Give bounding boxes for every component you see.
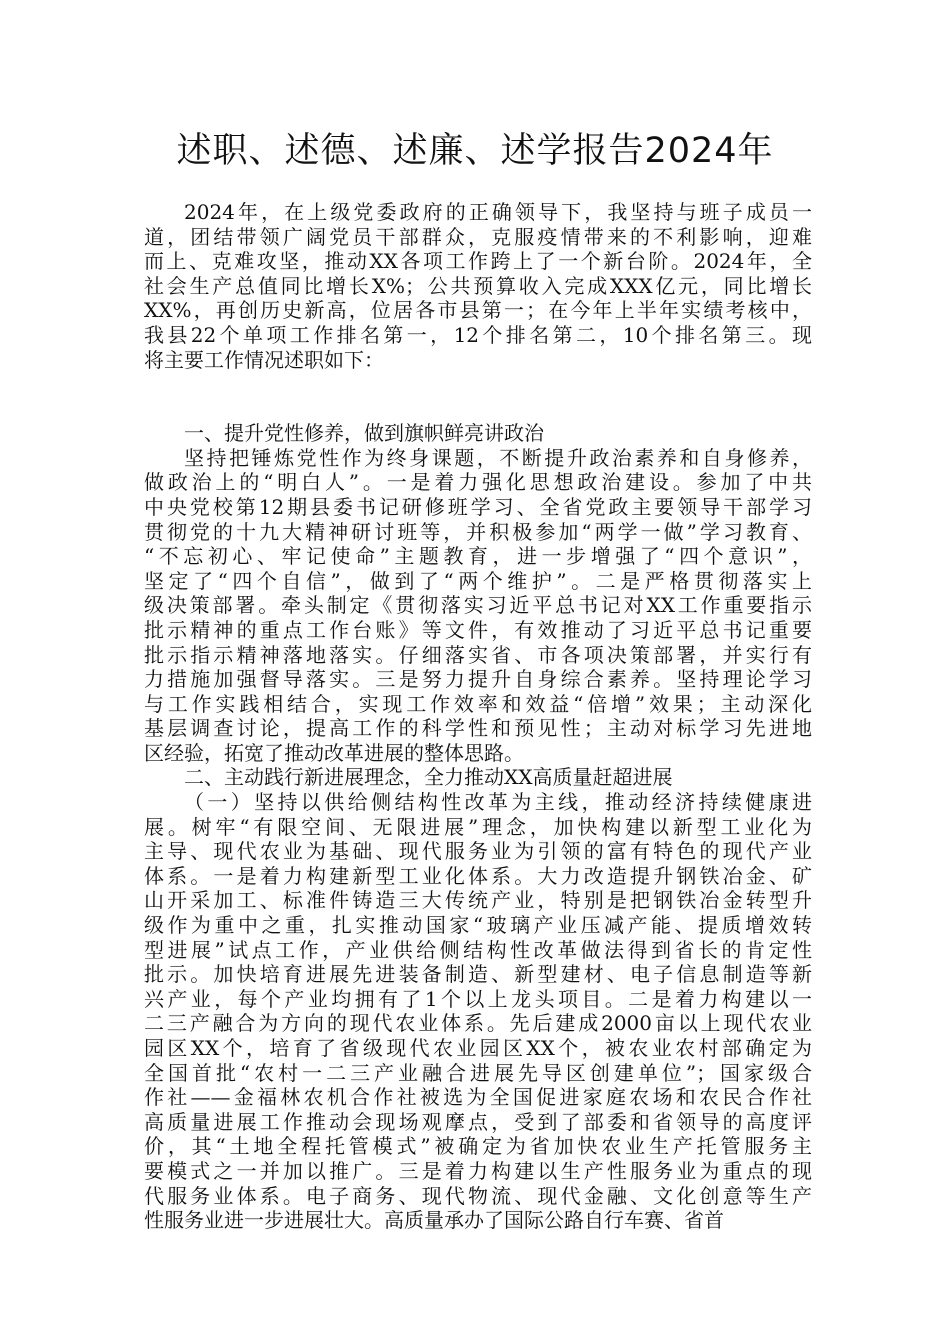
paragraph [144,790,812,1233]
document-title: 述职、述德、述廉、述学报告2024年 [176,131,774,171]
text-line: 二三产融合为方向的现代农业体系。先后建成2000亩以上现代农业 [144,1011,812,1036]
text-line: 中央党校第12期县委书记研修班学习、全省党政主要领导干部学习 [144,494,812,519]
text-line: 批示。加快培育进展先进装备制造、新型建材、电子信息制造等新 [144,962,812,987]
text-line: 山开采加工、标准件铸造三大传统产业，特别是把钢铁冶金转型升 [144,888,812,913]
paragraph-gap [144,372,812,421]
text-line: 批示指示精神落地落实。仔细落实省、市各项决策部署，并实行有 [144,642,812,667]
text-line: 与工作实践相结合，实现工作效率和效益“倍增”效果；主动深化 [144,691,812,716]
text-line: 我县22个单项工作排名第一，12个排名第二，10个排名第三。现 [144,322,812,347]
text-line: 级决策部署。牵头制定《贯彻落实习近平总书记对XX工作重要指示 [144,593,812,618]
document-body [144,200,812,1233]
text-line: 价，其“土地全程托管模式”被确定为省加快农业生产托管服务主 [144,1134,812,1159]
text-line: 二、主动践行新进展理念，全力推动XX高质量赶超进展 [184,765,673,790]
text-line: 而上、克难攻坚，推动XX各项工作跨上了一个新台阶。2024年，全 [144,249,812,274]
text-line: 贯彻党的十九大精神研讨班等，并积极参加“两学一做”学习教育、 [144,519,812,544]
text-line: 区经验，拓宽了推动改革进展的整体思路。 [144,740,524,765]
text-line: 型进展”试点工作，产业供给侧结构性改革做法得到省长的肯定性 [144,937,812,962]
text-line: 做政治上的“明白人”。一是着力强化思想政治建设。参加了中共 [144,470,812,495]
section-heading [144,421,812,446]
text-line: 坚持把锤炼党性作为终身课题，不断提升政治素养和自身修养， [184,445,812,470]
text-line: 作社——金福林农机合作社被选为全国促进家庭农场和农民合作社 [144,1085,812,1110]
text-line: 高质量进展工作推动会现场观摩点，受到了部委和省领导的高度评 [144,1109,812,1134]
text-line: 园区XX个，培育了省级现代农业园区XX个，被农业农村部确定为 [144,1036,812,1060]
text-line: 全国首批“农村一二三产业融合进展先导区创建单位”；国家级合 [144,1060,812,1085]
text-line: 基层调查讨论，提高工作的科学性和预见性；主动对标学习先进地 [144,716,812,741]
text-line: 道，团结带领广阔党员干部群众，克服疫情带来的不利影响，迎难 [144,224,812,249]
text-line: （一）坚持以供给侧结构性改革为主线，推动经济持续健康进 [184,790,812,815]
text-line: 一、提升党性修养，做到旗帜鲜亮讲政治 [184,421,544,446]
paragraph [144,446,812,766]
text-line: 要模式之一并加以推广。三是着力构建以生产性服务业为重点的现 [144,1158,812,1183]
text-line: 将主要工作情况述职如下： [144,347,384,372]
text-line: 2024年，在上级党委政府的正确领导下，我坚持与班子成员一 [184,200,812,224]
text-line: 性服务业进一步进展壮大。高质量承办了国际公路自行车赛、省首 [144,1208,724,1233]
text-line: 级作为重中之重，扎实推动国家“玻璃产业压减产能、提质增效转 [144,913,812,938]
text-line: 主导、现代农业为基础、现代服务业为引领的富有特色的现代产业 [144,839,812,864]
text-line: 体系。一是着力构建新型工业化体系。大力改造提升钢铁冶金、矿 [144,863,812,888]
text-line: 坚定了“四个自信”，做到了“两个维护”。二是严格贯彻落实上 [144,568,812,593]
text-line: 力措施加强督导落实。三是努力提升自身综合素养。坚持理论学习 [144,667,812,692]
text-line: “不忘初心、牢记使命”主题教育，进一步增强了“四个意识”， [144,544,812,569]
text-line: 社会生产总值同比增长X%；公共预算收入完成XXX亿元，同比增长 [144,273,812,298]
section-heading [144,765,812,790]
text-line: 代服务业体系。电子商务、现代物流、现代金融、文化创意等生产 [144,1183,812,1208]
text-line: 兴产业，每个产业均拥有了1个以上龙头项目。二是着力构建以一 [144,986,812,1011]
paragraph [144,200,812,372]
text-line: 批示精神的重点工作台账》等文件，有效推动了习近平总书记重要 [144,617,812,642]
text-line: 展。树牢“有限空间、无限进展”理念，加快构建以新型工业化为 [144,814,812,839]
text-line: XX%，再创历史新高，位居各市县第一；在今年上半年实绩考核中， [144,298,812,323]
